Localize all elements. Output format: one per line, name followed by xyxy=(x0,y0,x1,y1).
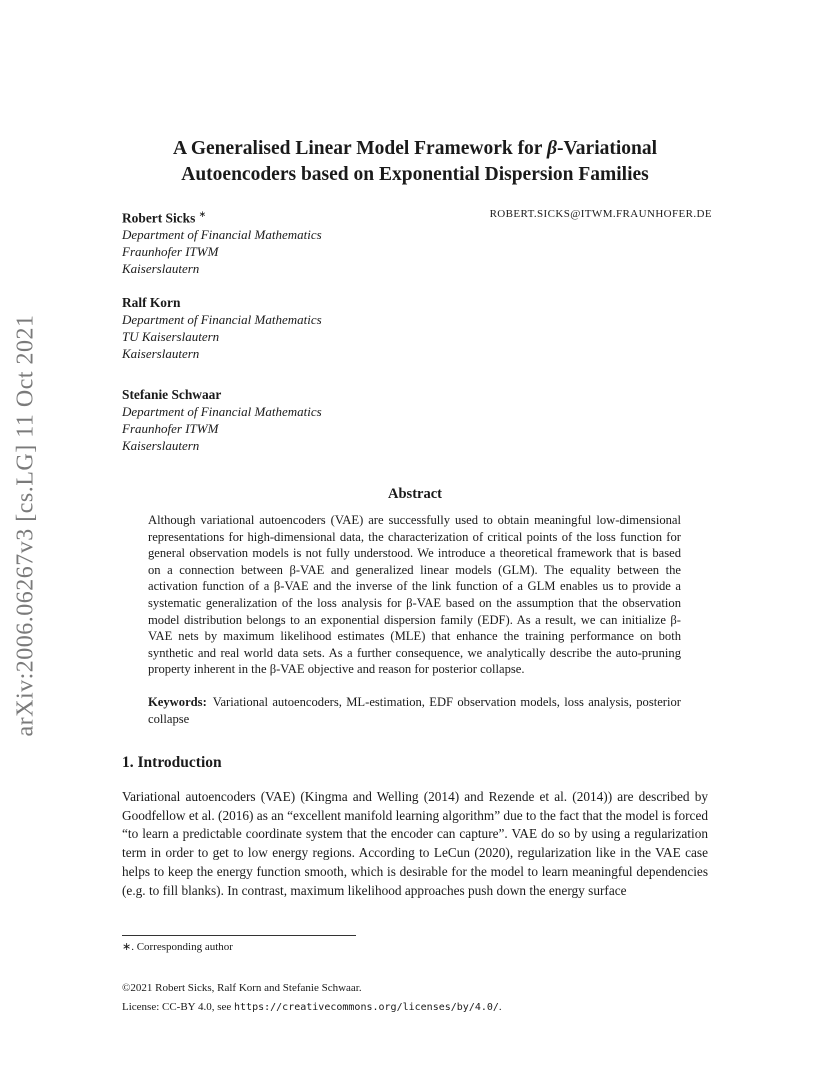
license-prefix: License: CC-BY 4.0, see xyxy=(122,1001,235,1013)
keywords xyxy=(148,694,681,727)
footnote-divider xyxy=(122,935,356,936)
author-name: Stefanie Schwaar xyxy=(122,387,222,402)
corresponding-author-mark: ∗ xyxy=(198,209,207,219)
abstract-text: Although variational autoencoders (VAE) are successfully used to obtain meaningful low-dimensional representations for high-dimensional data, the characterization of critical points of the loss function for general observation models is not fully understood. We introduce a theoretical framework that is based on a connection between β-VAE and generalized linear models (GLM). The equality between the activation function of a β-VAE and the inverse of the link function of a GLM enables us to provide a systematic generalization of the loss analysis for β-VAE based on the assumption that the observation model distribution belongs to an exponential dispersion family (EDF). As a result, we can initialize β-VAE nets by maximum likelihood estimates (MLE) that enhance the training performance on both synthetic and real world data sets. As a further consequence, we analytically describe the auto-pruning property inherent in the β-VAE objective and reason for posterior collapse. xyxy=(148,513,681,677)
arxiv-identifier-stamp xyxy=(2,290,50,760)
author-institution: Fraunhofer ITWM xyxy=(122,421,219,436)
author-department: Department of Financial Mathematics xyxy=(122,404,322,419)
author-department: Department of Financial Mathematics xyxy=(122,312,322,327)
title-beta-symbol: β xyxy=(547,138,557,159)
author-name: Ralf Korn xyxy=(122,295,181,310)
author-department: Department of Financial Mathematics xyxy=(122,227,322,243)
arxiv-identifier-text: arXiv:2006.06267v3 [cs.LG] 11 Oct 2021 xyxy=(12,313,39,737)
title-line1-prefix: A Generalised Linear Model Framework for xyxy=(172,138,547,159)
license-url-link[interactable]: https://creativecommons.org/licenses/by/4.0/ xyxy=(234,1002,499,1013)
keywords-text: Variational autoencoders, ML-estimation, EDF observation models, loss analysis, posterior collapse xyxy=(148,695,681,726)
author-block-2 xyxy=(122,294,712,362)
author-institution: Fraunhofer ITWM xyxy=(122,244,219,260)
title-line2: Autoencoders based on Exponential Dispersion Families xyxy=(181,164,649,185)
author-block-3 xyxy=(122,386,712,454)
author-city: Kaiserslautern xyxy=(122,438,200,453)
keywords-label: Keywords: xyxy=(148,695,207,709)
author-block-1 xyxy=(122,206,712,277)
license-suffix: . xyxy=(498,1001,502,1013)
title-line1-suffix: -Variational xyxy=(557,138,658,159)
author-city: Kaiserslautern xyxy=(122,346,200,361)
author-email[interactable]: ROBERT.SICKS@ITWM.FRAUNHOFER.DE xyxy=(489,208,712,220)
section-heading-introduction: 1. Introduction xyxy=(122,754,222,771)
author-name-text: Robert Sicks xyxy=(122,210,196,226)
author-institution: TU Kaiserslautern xyxy=(122,329,220,344)
copyright-notice: ©2021 Robert Sicks, Ralf Korn and Stefanie Schwaar. xyxy=(122,982,362,994)
footnote-corresponding-author: ∗. Corresponding author xyxy=(122,941,233,953)
license-notice xyxy=(122,1001,502,1013)
introduction-paragraph: Variational autoencoders (VAE) (Kingma and Welling (2014) and Rezende et al. (2014)) are described by Goodfellow et al. (2016) as an “excellent manifold learning algorithm” due to the fact that the model is forced “to learn a predictable coordinate system that the encoder can capture”. VAE do so by using a regularization term in order to get to low energy regions. According to LeCun (2020), regularization like in the VAE case helps to keep the energy function smooth, which is desirable for the model to learn meaningful dependencies (e.g. to fill blanks). In contrast, maximum likelihood approaches push down the energy surface xyxy=(122,789,708,898)
abstract-heading: Abstract xyxy=(388,486,442,502)
paper-title xyxy=(100,136,730,188)
author-city: Kaiserslautern xyxy=(122,261,200,277)
